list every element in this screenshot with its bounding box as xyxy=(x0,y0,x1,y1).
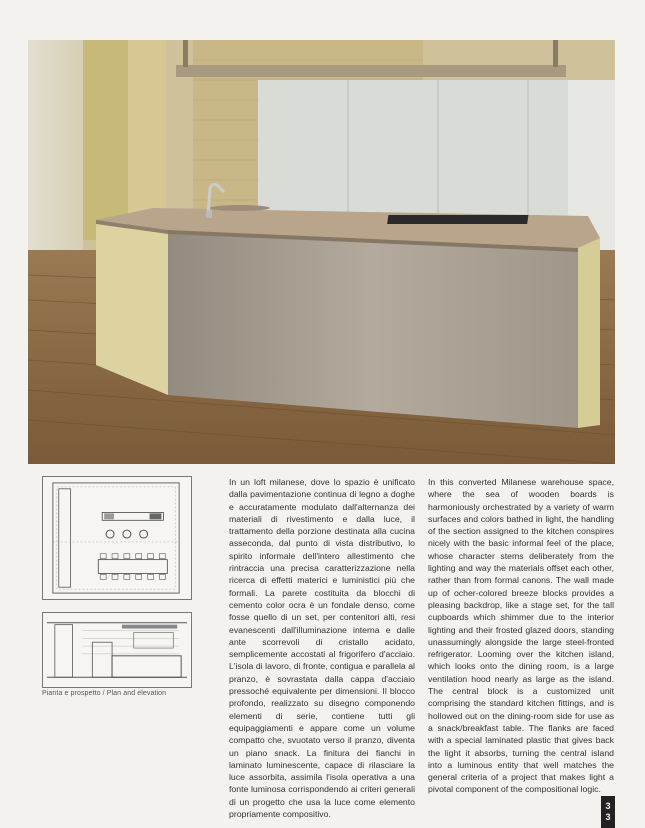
english-text-column: In this converted Milanese warehouse space, where the sea of wooden boards is harmoniously orchestrated by a variety of warm surfaces and colors bathed in light, the handling of the section assigned to the kitchen conspires nicely with the basic informal feel of the place, whose character stems deliberately from the lighting and way the materials offset each other, rather than from formal canons. The wall made up of ocher-colored breeze blocks provides a pleasing backdrop, like a stage set, for the tall cupboards which shimmer due to the interior lighting and their frosted glazed doors, standing unassumingly alongside the large steel-fronted refrigerator. Looming over the kitchen island, which looks onto the dining room, is a large ventilation hood nearly as large as the island. The central block is a customized unit comprising the standard kitchen fittings, and is hollowed out on the dining-room side for use as a snack/breakfast table. The flanks are faced with a special laminated plastic that gives back the light it absorbs, turning the central island into a luminous entity that well matches the general criteria of a project that makes light a pivotal component of the compositional logic. xyxy=(428,477,614,795)
elevation-drawing xyxy=(42,612,192,688)
figure-caption: Pianta e prospetto / Plan and elevation xyxy=(42,690,167,697)
page-number xyxy=(601,796,615,828)
kitchen-photo xyxy=(28,40,615,464)
page-number-digit-1: 3 xyxy=(605,801,611,811)
italian-text-column: In un loft milanese, dove lo spazio è unificato dalla pavimentazione continua di legno a doghe e accuratamente modulato dall'alternanza dei materiali di rivestimento e dalla luce, il trattamento della porzione destinata alla cucina asseconda, dal punto di vista distributivo, lo spirito informale dell'intero allestimento che rintraccia una precisa caratterizzazione nella ricerca di effetti materici e luministici più che formali. La parete costituita da blocchi di cemento color ocra è un fondale denso, come fosse quello di un set, per contenitori alti, resi evanescenti dall'illuminazione interna e dalle ante scorrevoli di cristallo acidato, semplicemente accostati al frigorifero d'acciaio. L'isola di lavoro, di fronte, contigua e parallela al pranzo, è sovrastata dalla cappa d'acciaio pressoché equivalente per dimensioni. Il blocco profondo, realizzato su disegno componendo elementi di serie, contiene tutti gli equipaggiamenti e appare come un volume compatto che, svuotato verso il pranzo, diventa un piano snack. La finitura dei fianchi in laminato luminescente, capace di rilasciare la luce assorbita, assimila l'isola operativa a una fonte luminosa corrispondendo ai criteri generali di un progetto che usa la luce come elemento propriamente compositivo. xyxy=(229,477,415,820)
page-number-digit-2: 3 xyxy=(605,812,611,822)
floor-plan-drawing xyxy=(42,476,192,600)
